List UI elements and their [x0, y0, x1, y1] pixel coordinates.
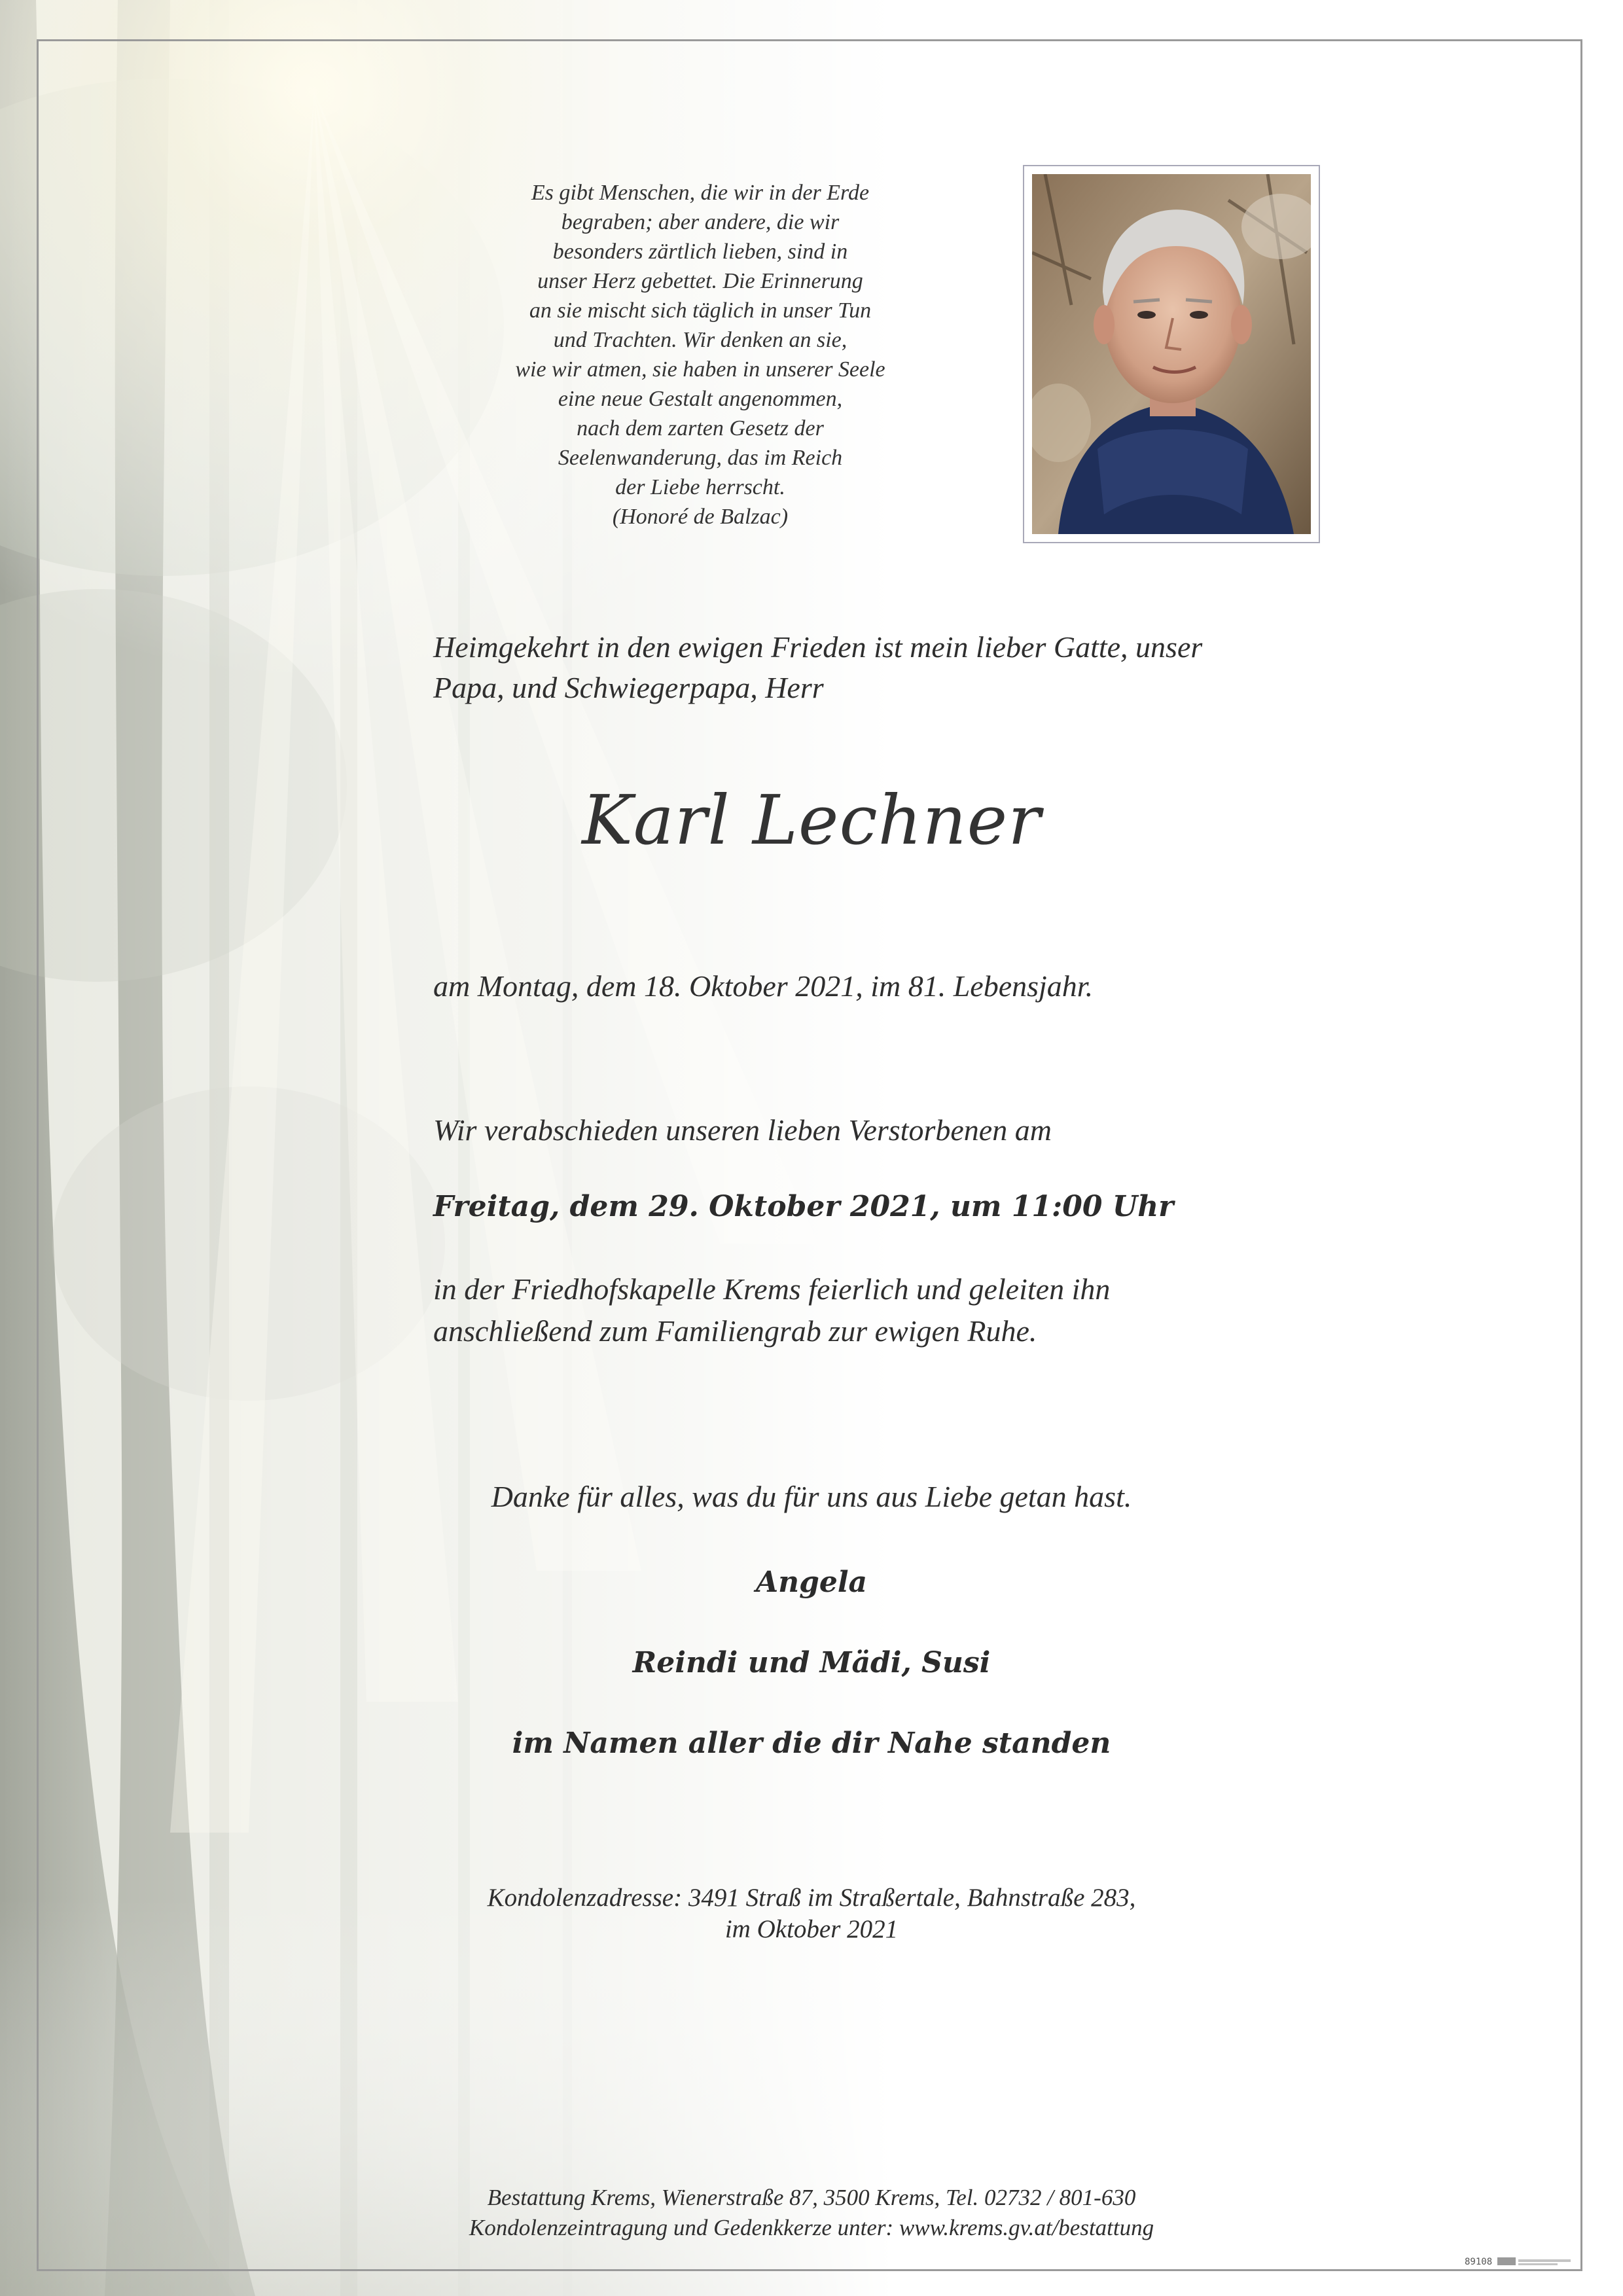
quote-line: unser Herz gebettet. Die Erinnerung: [537, 269, 863, 293]
announcement-intro: [433, 627, 1336, 708]
intro-line-1: Heimgekehrt in den ewigen Frieden ist mein lieber Gatte, unser: [433, 630, 1203, 664]
quote-line: Seelenwanderung, das im Reich: [558, 446, 843, 470]
farewell-datetime: Freitag, dem 29. Oktober 2021, um 11:00 Uhr: [433, 1190, 1174, 1223]
place-line-2: anschließend zum Familiengrab zur ewigen Ruhe.: [433, 1314, 1037, 1348]
quote-line: Es gibt Menschen, die wir in der Erde: [531, 181, 870, 205]
quote-line: der Liebe herrscht.: [615, 475, 785, 499]
memorial-quote: [452, 178, 949, 531]
mourner-name: Reindi und Mädi, Susi: [632, 1646, 991, 1679]
farewell-place: [433, 1268, 1336, 1352]
mourner-name: im Namen aller die dir Nahe standen: [512, 1727, 1111, 1760]
deceased-name: Karl Lechner: [582, 780, 1041, 860]
quote-line: eine neue Gestalt angenommen,: [558, 387, 843, 411]
condolence-address: Kondolenzadresse: 3491 Straß im Straßertale, Bahnstraße 283,: [487, 1884, 1136, 1912]
quote-line: und Trachten. Wir denken an sie,: [553, 328, 847, 352]
place-line-1: in der Friedhofskapelle Krems feierlich und geleiten ihn: [433, 1272, 1111, 1306]
quote-line: an sie mischt sich täglich in unser Tun: [529, 298, 872, 323]
quote-line: wie wir atmen, sie haben in unserer Seele: [515, 357, 885, 382]
quote-line: nach dem zarten Gesetz der: [577, 416, 824, 440]
portrait-photo: [1032, 174, 1311, 534]
death-date-line: am Montag, dem 18. Oktober 2021, im 81. Lebensjahr.: [433, 969, 1094, 1003]
thanks-line: Danke für alles, was du für uns aus Liebe getan hast.: [491, 1480, 1132, 1513]
quote-line: besonders zärtlich lieben, sind in: [552, 240, 848, 264]
portrait-photo-frame: [1023, 165, 1320, 543]
quote-line: begraben; aber andere, die wir: [561, 210, 840, 234]
mourner-name: Angela: [755, 1566, 868, 1599]
online-condolence-link[interactable]: Kondolenzeintragung und Gedenkkerze unter: www.krems.gv.at/bestattung: [469, 2215, 1154, 2240]
funeral-home-info: Bestattung Krems, Wienerstraße 87, 3500 Krems, Tel. 02732 / 801-630: [487, 2185, 1136, 2210]
intro-line-2: Papa, und Schwiegerpapa, Herr: [433, 671, 824, 704]
quote-author: (Honoré de Balzac): [612, 505, 789, 529]
farewell-intro: Wir verabschieden unseren lieben Verstorbenen am: [433, 1113, 1052, 1147]
condolence-date: im Oktober 2021: [724, 1915, 899, 1943]
reference-code: 89108: [1465, 2257, 1493, 2267]
printer-logo-icon: [1497, 2255, 1576, 2269]
